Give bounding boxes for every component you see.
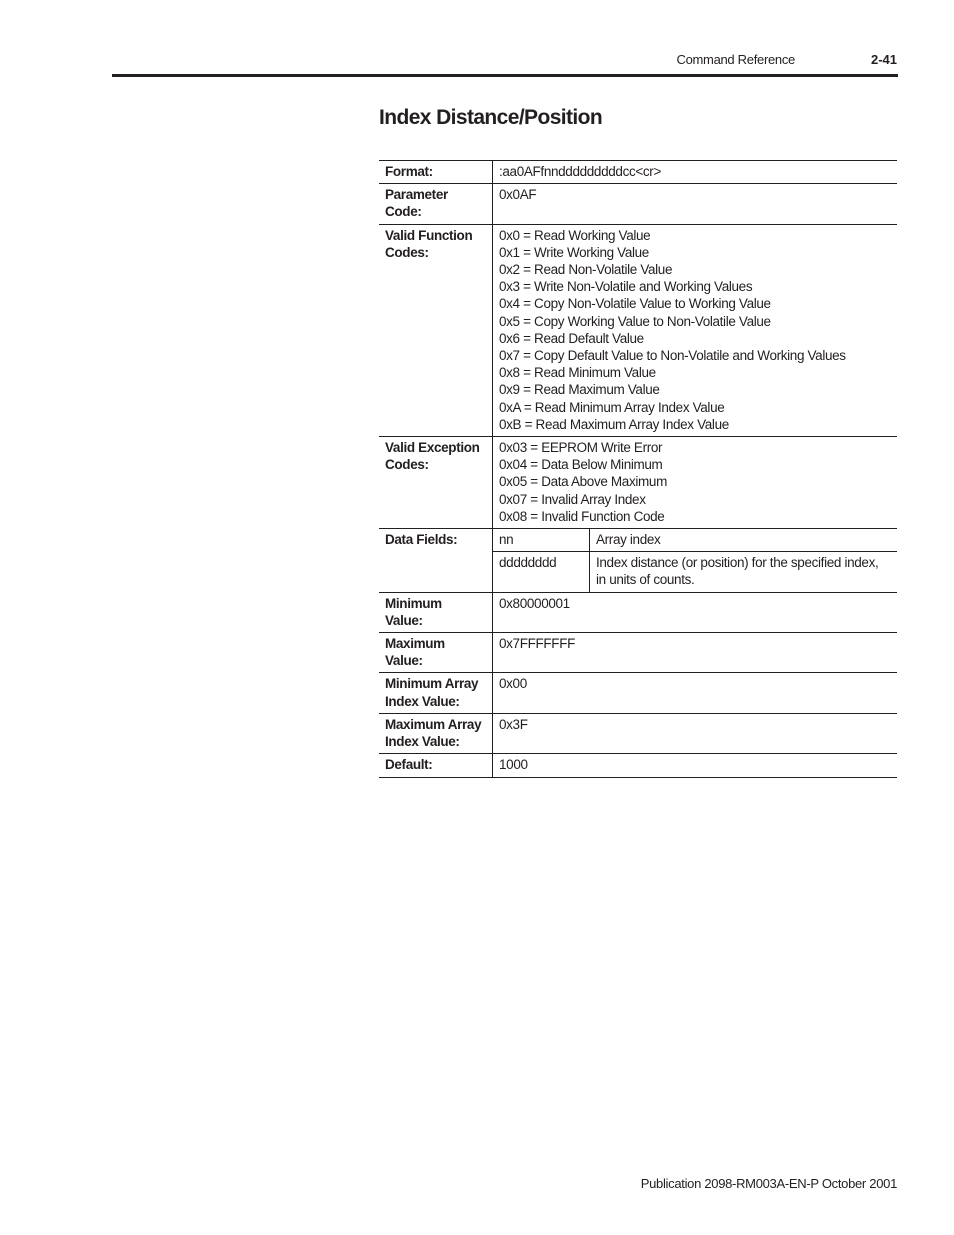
data-field-description: Array index	[590, 529, 898, 552]
function-code: 0x2 = Read Non-Volatile Value	[499, 262, 673, 278]
value-parameter-code: 0x0AF	[493, 184, 898, 224]
exception-code: 0x08 = Invalid Function Code	[499, 508, 665, 524]
row-parameter-code	[379, 184, 897, 224]
row-minimum-array-index-value	[379, 673, 897, 713]
row-minimum-value	[379, 592, 897, 632]
label-data-fields: Data Fields:	[379, 529, 493, 593]
function-code: 0x4 = Copy Non-Volatile Value to Working Value	[499, 296, 771, 312]
function-code: 0x5 = Copy Working Value to Non-Volatile Value	[499, 313, 771, 329]
row-format	[379, 161, 897, 184]
function-code: 0x9 = Read Maximum Value	[499, 382, 660, 398]
exception-code: 0x03 = EEPROM Write Error	[499, 440, 663, 456]
command-reference-table	[379, 160, 897, 778]
page-title: Index Distance/Position	[379, 106, 603, 129]
value-minimum-value: 0x80000001	[493, 592, 898, 632]
label-minimum-value: Minimum Value:	[379, 592, 493, 632]
exception-code: 0x05 = Data Above Maximum	[499, 474, 667, 490]
value-maximum-array-index-value: 0x3F	[493, 713, 898, 753]
data-field-name: dddddddd	[493, 552, 590, 592]
label-parameter-code: Parameter Code:	[379, 184, 493, 224]
function-code: 0xA = Read Minimum Array Index Value	[499, 399, 725, 415]
row-valid-function-codes	[379, 224, 897, 436]
label-default: Default:	[379, 754, 493, 777]
value-valid-function-codes	[493, 224, 898, 436]
label-valid-function-codes: Valid Function Codes:	[379, 224, 493, 436]
value-minimum-array-index-value: 0x00	[493, 673, 898, 713]
label-minimum-array-index-value: Minimum Array Index Value:	[379, 673, 493, 713]
value-format: :aa0AFfnndddddddddcc<cr>	[493, 161, 898, 184]
header-page-number: 2-41	[870, 52, 897, 67]
data-field-name: nn	[493, 529, 590, 552]
data-field-description: Index distance (or position) for the specified index, in units of counts.	[590, 552, 898, 592]
value-maximum-value: 0x7FFFFFFF	[493, 633, 898, 673]
exception-code: 0x04 = Data Below Minimum	[499, 457, 663, 473]
row-data-fields-nn	[379, 529, 897, 552]
function-code: 0x3 = Write Non-Volatile and Working Values	[499, 279, 753, 295]
label-maximum-value: Maximum Value:	[379, 633, 493, 673]
function-code: 0x1 = Write Working Value	[499, 244, 649, 260]
exception-code: 0x07 = Invalid Array Index	[499, 491, 646, 507]
page-header	[677, 52, 898, 67]
function-code: 0xB = Read Maximum Array Index Value	[499, 416, 729, 432]
header-rule	[112, 74, 898, 77]
function-code: 0x8 = Read Minimum Value	[499, 365, 656, 381]
label-maximum-array-index-value: Maximum Array Index Value:	[379, 713, 493, 753]
label-valid-exception-codes: Valid Exception Codes:	[379, 437, 493, 529]
function-code: 0x0 = Read Working Value	[499, 227, 651, 243]
function-code: 0x7 = Copy Default Value to Non-Volatile and Working Values	[499, 348, 846, 364]
row-maximum-array-index-value	[379, 713, 897, 753]
row-maximum-value	[379, 633, 897, 673]
function-code: 0x6 = Read Default Value	[499, 330, 644, 346]
row-default	[379, 754, 897, 777]
value-valid-exception-codes	[493, 437, 898, 529]
publication-footer: Publication 2098-RM003A-EN-P October 2001	[640, 1176, 897, 1191]
header-section-title: Command Reference	[676, 52, 795, 67]
row-valid-exception-codes	[379, 437, 897, 529]
label-format: Format:	[379, 161, 493, 184]
value-default: 1000	[493, 754, 898, 777]
